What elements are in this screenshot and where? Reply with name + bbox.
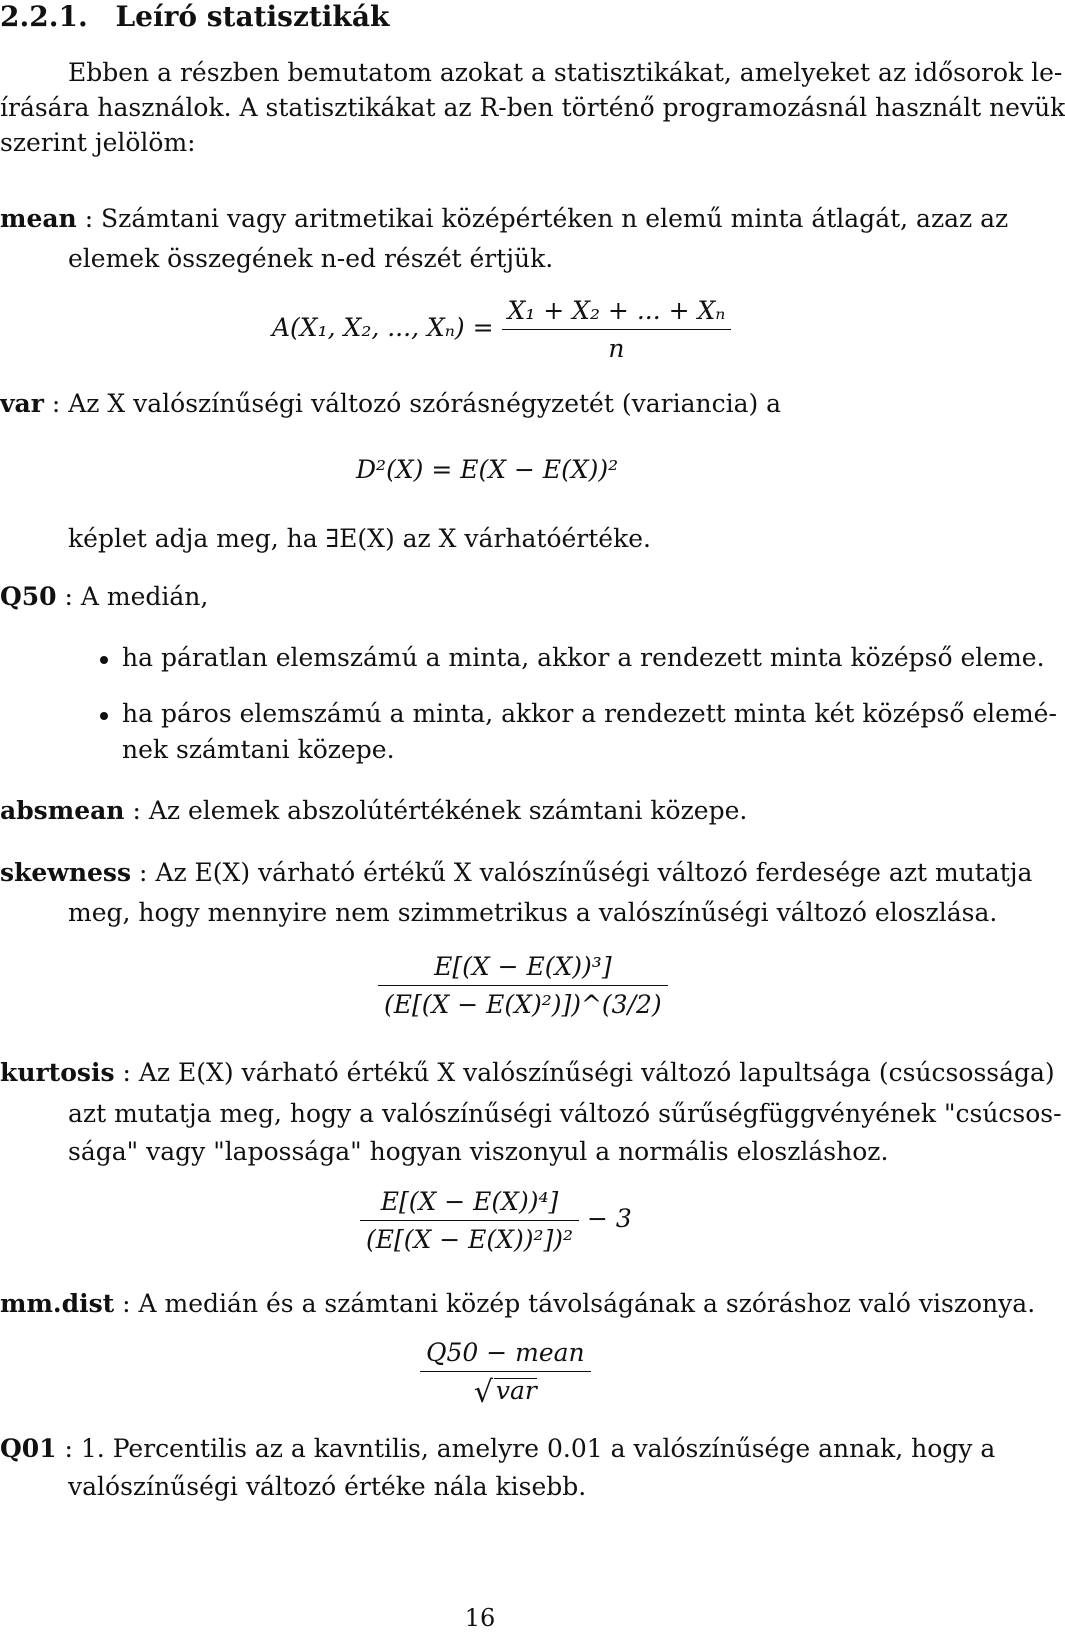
- skewness-term: skewness: [0, 858, 132, 887]
- mmdist-desc-1: : A medián és a számtani közép távolságának a szóráshoz való viszonya.: [122, 1289, 1036, 1318]
- mmdist-entry-line-1: [0, 1289, 1035, 1318]
- kurtosis-desc-3: sága" vagy "lapossága" hogyan viszonyul a normális eloszláshoz.: [68, 1137, 889, 1166]
- var-formula: D²(X) = E(X − E(X))²: [356, 455, 619, 484]
- mean-entry-line-1: [0, 204, 1008, 233]
- radical-sign-icon: √: [473, 1375, 493, 1410]
- mean-desc-1: : Számtani vagy aritmetikai középértéken n elemű minta átlagát, azaz az: [84, 204, 1009, 233]
- kurtosis-formula-fraction: [360, 1187, 579, 1254]
- mmdist-formula-denominator: var: [495, 1376, 537, 1405]
- radical-bar: [494, 1378, 537, 1379]
- mean-formula-lhs: A(X₁, X₂, ..., Xₙ) =: [272, 313, 494, 342]
- skewness-entry-line-1: [0, 858, 1032, 887]
- kurtosis-desc-1: : Az E(X) várható értékű X valószínűségi változó lapultsága (csúcsossága): [122, 1058, 1055, 1087]
- kurtosis-formula: [360, 1187, 632, 1254]
- q01-desc-1: : 1. Percentilis az a kavntilis, amelyre 0.01 a valószínűsége annak, hogy a: [64, 1434, 996, 1463]
- kurtosis-entry-line-1: [0, 1058, 1055, 1087]
- skewness-formula-denominator: (E[(X − E(X)²)])^(3/2): [384, 990, 662, 1019]
- q01-entry-line-1: [0, 1434, 996, 1463]
- intro-line-2: írására használok. A statisztikákat az R-ben történő programozásnál használt nevük: [0, 93, 1065, 122]
- mean-desc-2: elemek összegének n-ed részét értjük.: [68, 244, 554, 273]
- kurtosis-term: kurtosis: [0, 1058, 115, 1087]
- mmdist-formula-denominator-wrap: [420, 1372, 591, 1410]
- mmdist-term: mm.dist: [0, 1289, 115, 1318]
- q01-desc-2: valószínűségi változó értéke nála kisebb.: [68, 1472, 587, 1501]
- var-entry-line-1: [0, 389, 781, 418]
- section-number: 2.2.1.: [0, 0, 88, 33]
- sqrt-symbol: [473, 1375, 537, 1410]
- mean-formula-numerator: X₁ + X₂ + ... + Xₙ: [502, 296, 732, 330]
- kurtosis-desc-2: azt mutatja meg, hogy a valószínűségi változó sűrűségfüggvényének "csúcsos-: [68, 1099, 1062, 1128]
- mean-term: mean: [0, 204, 77, 233]
- q50-desc-1: : A medián,: [64, 582, 209, 611]
- mean-formula: [272, 296, 731, 363]
- q50-bullet-2-line-2: nek számtani közepe.: [122, 735, 395, 764]
- q50-bullet-2-line-1: ha páros elemszámú a minta, akkor a rendezett minta két középső elemé-: [122, 699, 1057, 728]
- absmean-desc-1: : Az elemek abszolútértékének számtani közepe.: [132, 796, 748, 825]
- kurtosis-formula-numerator: E[(X − E(X))⁴]: [360, 1187, 579, 1221]
- var-desc-2: képlet adja meg, ha ∃E(X) az X várhatóértéke.: [68, 524, 651, 553]
- section-heading: [0, 0, 389, 33]
- page-number: 16: [464, 1604, 496, 1632]
- var-desc-1: : Az X valószínűségi változó szórásnégyzetét (variancia) a: [51, 389, 782, 418]
- mmdist-formula-numerator: Q50 − mean: [420, 1338, 591, 1372]
- kurtosis-formula-denominator: (E[(X − E(X))²])²: [366, 1225, 574, 1254]
- kurtosis-formula-tail: − 3: [586, 1204, 632, 1233]
- q01-term: Q01: [0, 1434, 57, 1463]
- q50-bullet-1: ha páratlan elemszámú a minta, akkor a rendezett minta középső eleme.: [122, 643, 1045, 672]
- q50-entry-line-1: [0, 582, 208, 611]
- mmdist-formula-fraction: [420, 1338, 591, 1410]
- absmean-term: absmean: [0, 796, 125, 825]
- skewness-desc-1: : Az E(X) várható értékű X valószínűségi változó ferdesége azt mutatja: [139, 858, 1033, 887]
- skewness-formula-numerator: E[(X − E(X))³]: [378, 952, 668, 986]
- mean-formula-fraction: [502, 296, 732, 363]
- intro-line-3: szerint jelölöm:: [0, 128, 196, 157]
- var-term: var: [0, 389, 44, 418]
- q50-bullet-marker-1: [100, 656, 108, 664]
- mean-formula-denominator: n: [608, 334, 625, 363]
- section-title: Leíró statisztikák: [115, 0, 390, 33]
- skewness-desc-2: meg, hogy mennyire nem szimmetrikus a valószínűségi változó eloszlása.: [68, 898, 998, 927]
- intro-line-1: Ebben a részben bemutatom azokat a statisztikákat, amelyeket az idősorok le-: [68, 58, 1063, 87]
- mmdist-formula: [420, 1338, 591, 1410]
- q50-term: Q50: [0, 582, 57, 611]
- q50-bullet-marker-2: [100, 712, 108, 720]
- skewness-formula: [378, 952, 668, 1019]
- absmean-entry: [0, 796, 747, 825]
- skewness-formula-fraction: [378, 952, 668, 1019]
